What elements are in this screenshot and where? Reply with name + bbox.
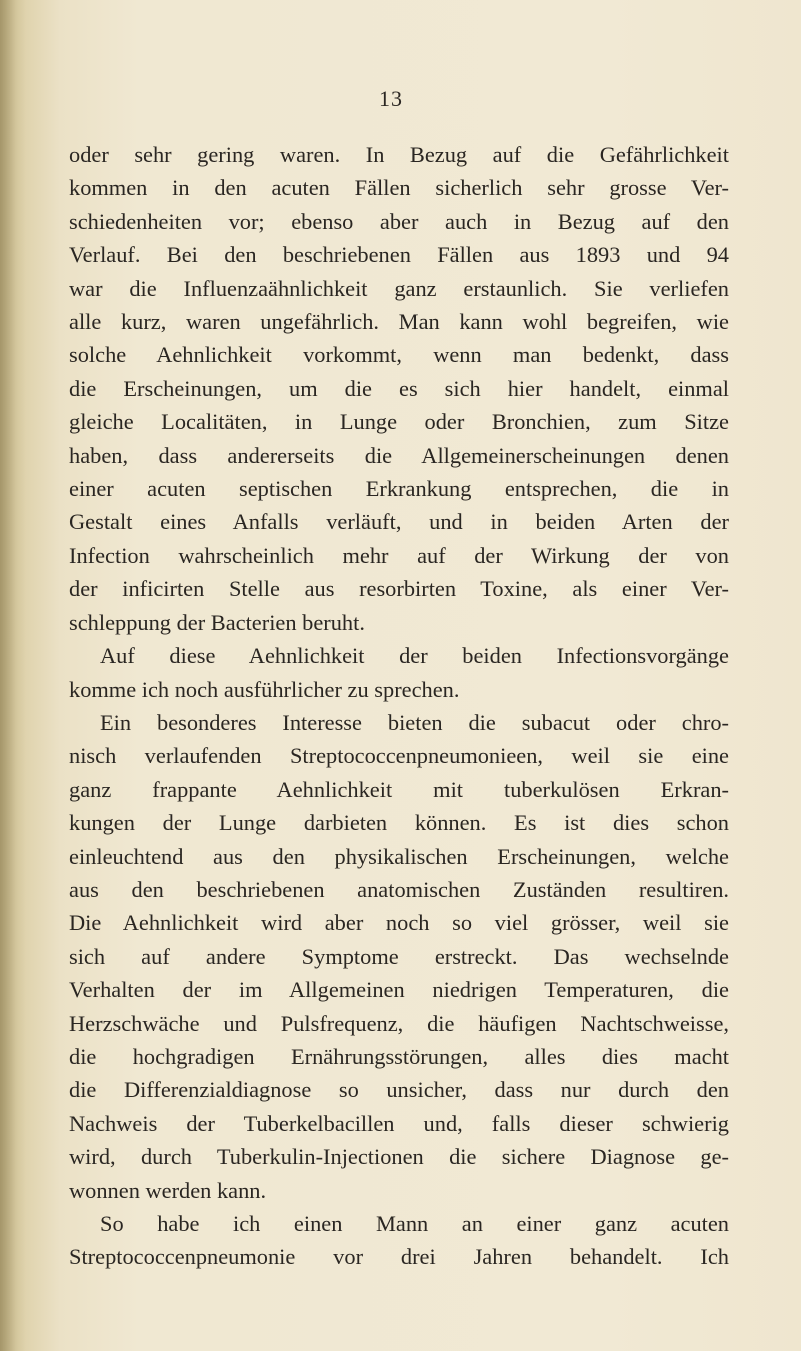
text-line: Auf diese Aehnlichkeit der beiden Infectionsvorgänge — [100, 643, 729, 669]
text-line: Verlauf. Bei den beschriebenen Fällen aus 1893 und 94 — [69, 242, 729, 268]
text-line: aus den beschriebenen anatomischen Zuständen resultiren. — [69, 876, 729, 902]
text-line: wonnen werden kann. — [69, 1177, 267, 1203]
text-line: sich auf andere Symptome erstreckt. Das wechselnde — [69, 943, 729, 969]
binding-shadow — [0, 0, 26, 1351]
text-line: Gestalt eines Anfalls verläuft, und in beiden Arten der — [69, 509, 729, 535]
text-line: oder sehr gering waren. In Bezug auf die Gefährlichkeit — [69, 142, 729, 167]
text-line: Streptococcenpneumonie vor drei Jahren behandelt. Ich — [69, 1244, 729, 1270]
text-line: schiedenheiten vor; ebenso aber auch in Bezug auf den — [69, 208, 729, 234]
page-number: 13 — [379, 86, 403, 111]
text-line: die Differenzialdiagnose so unsicher, dass nur durch den — [69, 1077, 729, 1103]
text-line: einer acuten septischen Erkrankung entsprechen, die in — [69, 476, 729, 502]
text-line: gleiche Localitäten, in Lunge oder Bronchien, zum Sitze — [69, 409, 729, 435]
text-line: schleppung der Bacterien beruht. — [69, 609, 365, 635]
text-line: Infection wahrscheinlich mehr auf der Wirkung der von — [69, 542, 729, 568]
text-line: haben, dass andererseits die Allgemeinerscheinungen denen — [69, 442, 729, 468]
text-line: solche Aehnlichkeit vorkommt, wenn man bedenkt, dass — [69, 342, 729, 368]
text-line: Die Aehnlichkeit wird aber noch so viel grösser, weil sie — [69, 910, 729, 936]
text-line: nisch verlaufenden Streptococcenpneumonieen, weil sie eine — [69, 743, 729, 769]
text-line: wird, durch Tuberkulin-Injectionen die sichere Diagnose ge- — [69, 1144, 729, 1170]
text-line: komme ich noch ausführlicher zu sprechen. — [69, 676, 460, 702]
text-line: ganz frappante Aehnlichkeit mit tuberkulösen Erkran- — [69, 776, 729, 802]
text-line: Nachweis der Tuberkelbacillen und, falls dieser schwierig — [69, 1110, 729, 1136]
text-line: Ein besonderes Interesse bieten die subacut oder chro- — [100, 709, 729, 735]
text-line: einleuchtend aus den physikalischen Erscheinungen, welche — [69, 843, 729, 869]
text-line: kommen in den acuten Fällen sicherlich sehr grosse Ver- — [69, 175, 729, 201]
text-line: war die Influenzaähnlichkeit ganz erstaunlich. Sie verliefen — [69, 275, 729, 301]
text-line: der inficirten Stelle aus resorbirten Toxine, als einer Ver- — [69, 576, 729, 602]
text-line: Verhalten der im Allgemeinen niedrigen Temperaturen, die — [69, 977, 729, 1003]
text-line: kungen der Lunge darbieten können. Es ist dies schon — [69, 810, 729, 836]
text-line: alle kurz, waren ungefährlich. Man kann wohl begreifen, wie — [69, 309, 729, 335]
text-line: Herzschwäche und Pulsfrequenz, die häufigen Nachtschweisse, — [69, 1010, 729, 1036]
text-line: die hochgradigen Ernährungsstörungen, alles dies macht — [69, 1043, 729, 1069]
text-line: So habe ich einen Mann an einer ganz acuten — [100, 1211, 729, 1236]
body-text — [69, 138, 729, 1274]
text-line: die Erscheinungen, um die es sich hier handelt, einmal — [69, 375, 729, 401]
